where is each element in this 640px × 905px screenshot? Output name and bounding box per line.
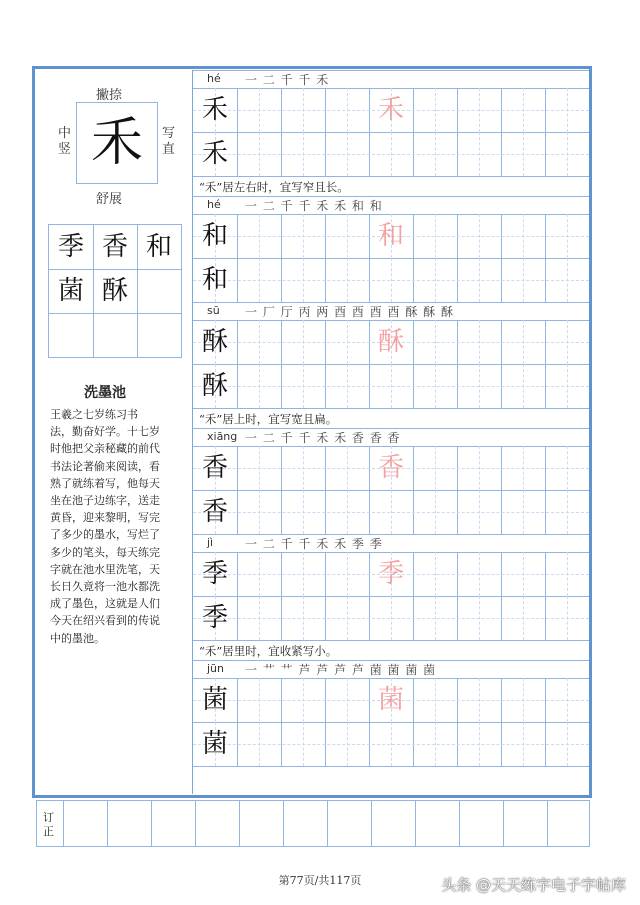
story-line: 中的墨池。	[50, 631, 105, 645]
pinyin: hé	[207, 72, 221, 85]
model-char: 酥	[201, 327, 228, 357]
pinyin: sū	[207, 304, 220, 317]
example-char: 和	[145, 232, 172, 262]
left-label: 中竖	[58, 126, 72, 157]
pinyin: jūn	[207, 662, 224, 675]
story-line: 字就在池水里洗笔，天	[50, 562, 160, 576]
story-line: 王羲之七岁练习书	[50, 408, 138, 421]
top-label: 撇捺	[96, 88, 123, 103]
pinyin: jì	[207, 536, 214, 549]
model-char: 禾	[201, 139, 228, 169]
example-char: 香	[101, 232, 128, 262]
stroke-order: 一 艹 艹 芦 芦 芦 芦 菌 菌 菌 菌	[245, 663, 437, 677]
story-line: 法，勤奋好学。十七岁	[50, 425, 160, 439]
model-char: 和	[201, 265, 228, 295]
model-char: 季	[201, 603, 228, 633]
bottom-label: 舒展	[96, 192, 123, 207]
story-line: 时他把父亲秘藏的前代	[50, 442, 160, 456]
story-line: 坐在池子边练字，送走	[50, 494, 160, 508]
stroke-order: 一 二 千 千 禾 禾 和 和	[245, 199, 383, 213]
story-body	[50, 406, 186, 647]
structure-note: “禾”居里时，宜收紧写小。	[199, 644, 338, 658]
main-char: 禾	[90, 113, 143, 173]
example-char: 酥	[101, 276, 128, 306]
story-line: 今天在绍兴看到的传说	[50, 614, 160, 628]
story-line: 熟了就练着写，他每天	[50, 476, 160, 490]
model-char: 酥	[201, 371, 228, 401]
example-char: 菌	[57, 276, 84, 306]
story-line: 多少的笔头，每天练完	[50, 545, 160, 559]
structure-note: “禾”居左右时，宜写窄且长。	[199, 180, 349, 194]
model-char: 禾	[201, 95, 228, 125]
trace-char: 和	[377, 221, 404, 251]
pinyin: xiāng	[207, 430, 238, 443]
story-line: 了多少的墨水，写烂了	[50, 528, 160, 542]
model-char: 菌	[201, 685, 228, 715]
right-label: 写直	[162, 126, 176, 157]
left-panel	[36, 70, 192, 794]
model-char: 香	[201, 497, 228, 527]
trace-char: 菌	[377, 685, 404, 715]
model-char: 香	[201, 453, 228, 483]
model-char: 菌	[201, 729, 228, 759]
watermark: 头条 @天天练字电子字帖库	[441, 876, 626, 894]
trace-char: 酥	[377, 327, 404, 357]
structure-note: “禾”居上时，宜写宽且扁。	[199, 412, 338, 426]
stroke-order: 一 厂 厅 丙 两 酉 酉 酉 酉 酥 酥 酥	[245, 305, 454, 319]
story-title: 洗墨池	[84, 385, 126, 401]
model-char: 季	[201, 559, 228, 589]
page-number: 第77页/共117页	[278, 874, 362, 887]
stroke-order: 一 二 千 千 禾	[245, 73, 330, 87]
example-char: 季	[57, 232, 84, 262]
story-line: 成了墨色，这就是人们	[50, 597, 160, 611]
trace-char: 禾	[377, 95, 404, 125]
trace-char: 季	[377, 559, 404, 589]
main-char-box	[76, 102, 158, 184]
pinyin: hé	[207, 198, 221, 211]
trace-char: 香	[377, 453, 404, 483]
revision-row	[36, 800, 590, 847]
revision-label: 订正	[43, 811, 54, 838]
story-line: 黄昏，迎来黎明，写完	[50, 511, 160, 525]
story-line: 长日久竟将一池水都洗	[50, 580, 160, 594]
practice-area	[192, 70, 589, 794]
example-grid	[48, 224, 182, 358]
story-line: 书法论著偷来阅读，看	[50, 459, 160, 473]
stroke-order: 一 二 千 千 禾 禾 季 季	[245, 537, 383, 551]
stroke-order: 一 二 千 千 禾 禾 香 香 香	[245, 431, 401, 445]
model-char: 和	[201, 221, 228, 251]
